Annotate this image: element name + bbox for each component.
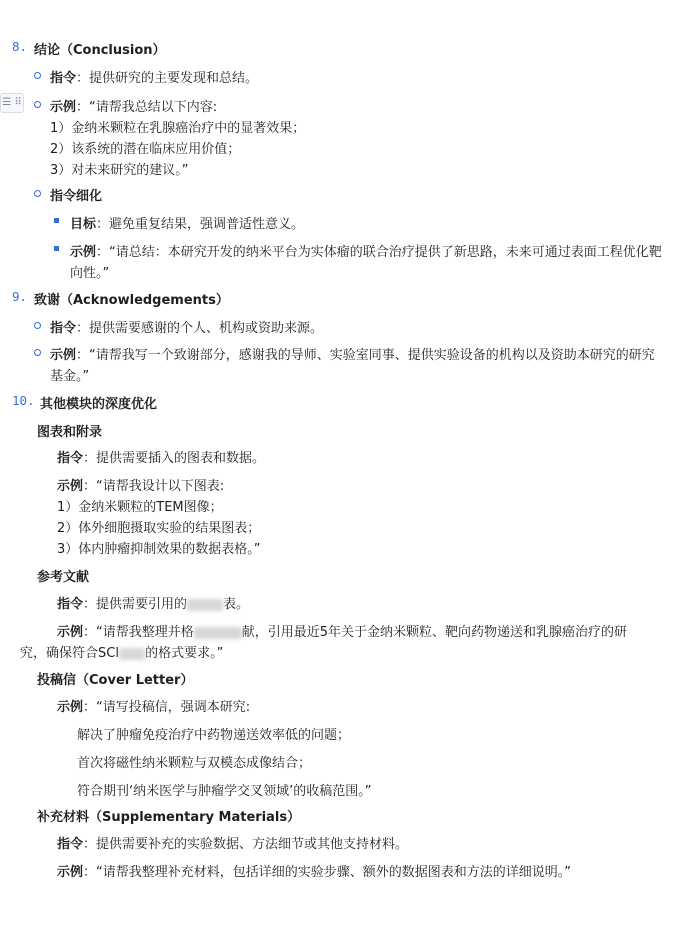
cover-example: 示例：“请写投稿信，强调本研究:	[57, 700, 251, 715]
s9-example-line2: 基金。”	[50, 369, 90, 384]
bullet-circle-icon	[34, 322, 41, 329]
section-9-title: 致谢（Acknowledgements）	[34, 293, 229, 308]
supp-example: 示例：“请帮我整理补充材料，包括详细的实验步骤、额外的数据图表和方法的详细说明。”	[57, 865, 571, 880]
bullet-circle-icon	[34, 349, 41, 356]
bullet-circle-icon	[34, 101, 41, 108]
fig-subtitle: 图表和附录	[37, 425, 103, 440]
s8-refine-title: 指令细化	[50, 189, 103, 204]
supp-subtitle: 补充材料（Supplementary Materials）	[37, 810, 301, 825]
s8-goal: 目标：避免重复结果，强调普适性意义。	[70, 217, 305, 232]
s9-instruction: 指令：提供需要感谢的个人、机构或资助来源。	[50, 321, 324, 336]
block-handle[interactable]	[0, 93, 24, 113]
s8-example-line: 1）金纳米颗粒在乳腺癌治疗中的显著效果；	[50, 121, 306, 136]
ref-example: 示例：“请帮我整理并格 献，引用最近5年关于金纳米颗粒、靶向药物递送和乳腺癌治疗的研	[57, 625, 628, 640]
supp-instruction: 指令：提供需要补充的实验数据、方法细节或其他支持材料。	[57, 837, 409, 852]
fig-line: 3）体内肿瘤抑制效果的数据表格。”	[57, 542, 261, 557]
ref-subtitle: 参考文献	[37, 570, 90, 585]
s8-instruction: 指令：提供研究的主要发现和总结。	[50, 71, 259, 86]
cover-subtitle: 投稿信（Cover Letter）	[37, 673, 194, 688]
s8-example-line: 3）对未来研究的建议。”	[50, 163, 189, 178]
bullet-circle-icon	[34, 72, 41, 79]
cover-line: 首次将磁性纳米颗粒与双模态成像结合；	[77, 756, 312, 771]
s8-example2: 示例：“请总结：本研究开发的纳米平台为实体瘤的联合治疗提供了新思路，未来可通过表面工程优化靶	[70, 245, 662, 260]
section-9-number: 9.	[12, 289, 28, 304]
fig-line: 1）金纳米颗粒的TEM图像；	[57, 500, 223, 515]
redaction-blur	[187, 599, 223, 611]
s9-example: 示例：“请帮我写一个致谢部分，感谢我的导师、实验室同事、提供实验设备的机构以及资助本研究的研究	[50, 348, 655, 363]
fig-line: 2）体外细胞摄取实验的结果图表；	[57, 521, 261, 536]
drag-icon: ⠿	[14, 97, 22, 108]
bullet-square-icon	[54, 246, 59, 251]
ref-example-line2: 究，确保符合SCI 的格式要求。”	[20, 646, 224, 661]
cover-line: 解决了肿瘤免疫治疗中药物递送效率低的问题；	[77, 728, 351, 743]
bullet-circle-icon	[34, 190, 41, 197]
ref-instruction: 指令：提供需要引用的 表。	[57, 597, 250, 612]
section-10-title: 其他模块的深度优化	[40, 397, 158, 412]
cover-line: 符合期刊‘纳米医学与肿瘤学交叉领域’的收稿范围。”	[77, 784, 372, 799]
section-10-number: 10.	[12, 393, 35, 408]
fig-instruction: 指令：提供需要插入的图表和数据。	[57, 451, 266, 466]
section-8-number: 8.	[12, 39, 28, 54]
fig-example: 示例：“请帮我设计以下图表:	[57, 479, 225, 494]
list-icon: ☰	[2, 97, 12, 108]
s8-example: 示例：“请帮我总结以下内容:	[50, 100, 218, 115]
s8-example-line: 2）该系统的潜在临床应用价值；	[50, 142, 241, 157]
bullet-square-icon	[54, 218, 59, 223]
redaction-blur	[194, 627, 242, 639]
redaction-blur	[119, 648, 145, 660]
s8-example2-line2: 向性。”	[70, 266, 110, 281]
section-8-title: 结论（Conclusion）	[34, 43, 166, 58]
